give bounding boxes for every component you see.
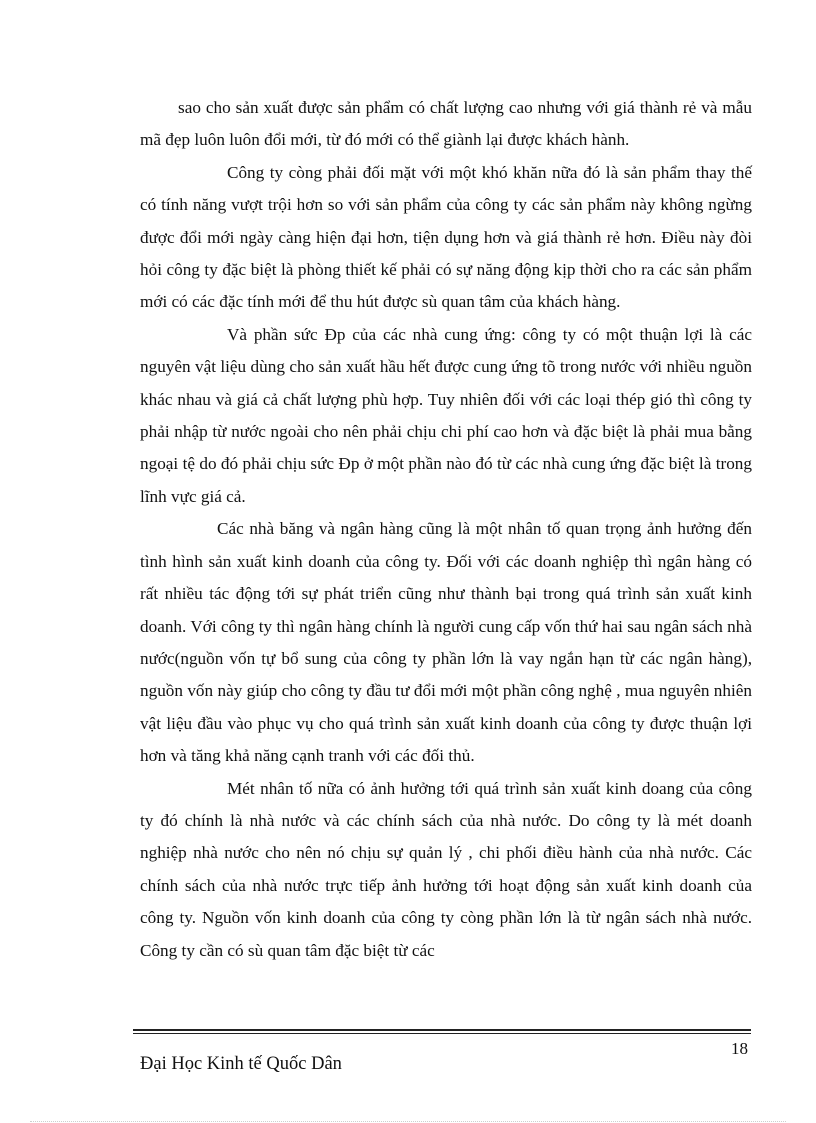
paragraph-5: Mét nhân tố nữa có ảnh hưởng tới quá trình sản xuất kinh doang của công ty đó chính là nhà nước và các chính sách của nhà nước. Do công ty là mét doanh nghiệp nhà nước cho nên nó chịu sự quản lý , chi phối điều hành của nhà nước. Các chính sách của nhà nước trực tiếp ảnh hưởng tới hoạt động sản xuất kinh doanh của công ty. Nguồn vốn kinh doanh của công ty còng phần lớn là từ ngân sách nhà nước. Công ty cần có sù quan tâm đặc biệt từ các	[140, 778, 752, 960]
paragraph-1: sao cho sản xuất được sản phẩm có chất lượng cao nhưng với giá thành rẻ và mẫu mã đẹp luôn luôn đổi mới, từ đó mới có thể giành lại được khách hành.	[140, 98, 752, 150]
body-text	[140, 92, 752, 967]
footer-divider	[133, 1029, 751, 1034]
paragraph-2: Công ty còng phải đối mặt với một khó khăn nữa đó là sản phẩm thay thế có tính năng vượt trội hơn so với sản phẩm của công ty các sản phẩm này không ngừng được đổi mới ngày càng hiện đại hơn, tiện dụng hơn và giá thành rẻ hơn. Điều này đòi hỏi công ty đặc biệt là phòng thiết kế phải có sự năng động kịp thời cho ra các sản phẩm mới có các đặc tính mới để thu hút được sù quan tâm của khách hàng.	[140, 162, 752, 312]
paragraph-3: Và phần sức Ðp của các nhà cung ứng: công ty có một thuận lợi là các nguyên vật liệu dùng cho sản xuất hầu hết được cung ứng tõ trong nước với nhiều nguồn khác nhau và giá cả chất lượng phù hợp. Tuy nhiên đối với các loại thép gió thì công ty phải nhập từ nước ngoài cho nên phải chịu chi phí cao hơn và đặc biệt là phải mua bằng ngoại tệ do đó phải chịu sức Ðp ở một phần nào đó từ các nhà cung ứng đặc biệt là trong lĩnh vực giá cả.	[140, 324, 752, 506]
page-bottom-border	[30, 1121, 786, 1122]
footer-institution: Đại Học Kinh tế Quốc Dân	[140, 1054, 342, 1074]
page-number: 18	[731, 1039, 748, 1058]
paragraph-4: Các nhà băng và ngân hàng cũng là một nhân tố quan trọng ảnh hưởng đến tình hình sản xuất kinh doanh của công ty. Đối với các doanh nghiệp thì ngân hàng có rất nhiều tác động tới sự phát triển cũng như thành bại trong quá trình sản xuất kinh doanh. Với công ty thì ngân hàng chính là người cung cấp vốn thứ hai sau ngân sách nhà nước(nguồn vốn tự bổ sung của công ty phần lớn là vay ngắn hạn từ các ngân hàng), nguồn vốn này giúp cho công ty đầu tư đổi mới một phần công nghệ , mua nguyên nhiên vật liệu đầu vào phục vụ cho quá trình sản xuất kinh doanh của công ty được thuận lợi hơn và tăng khả năng cạnh tranh với các đối thủ.	[140, 519, 752, 766]
